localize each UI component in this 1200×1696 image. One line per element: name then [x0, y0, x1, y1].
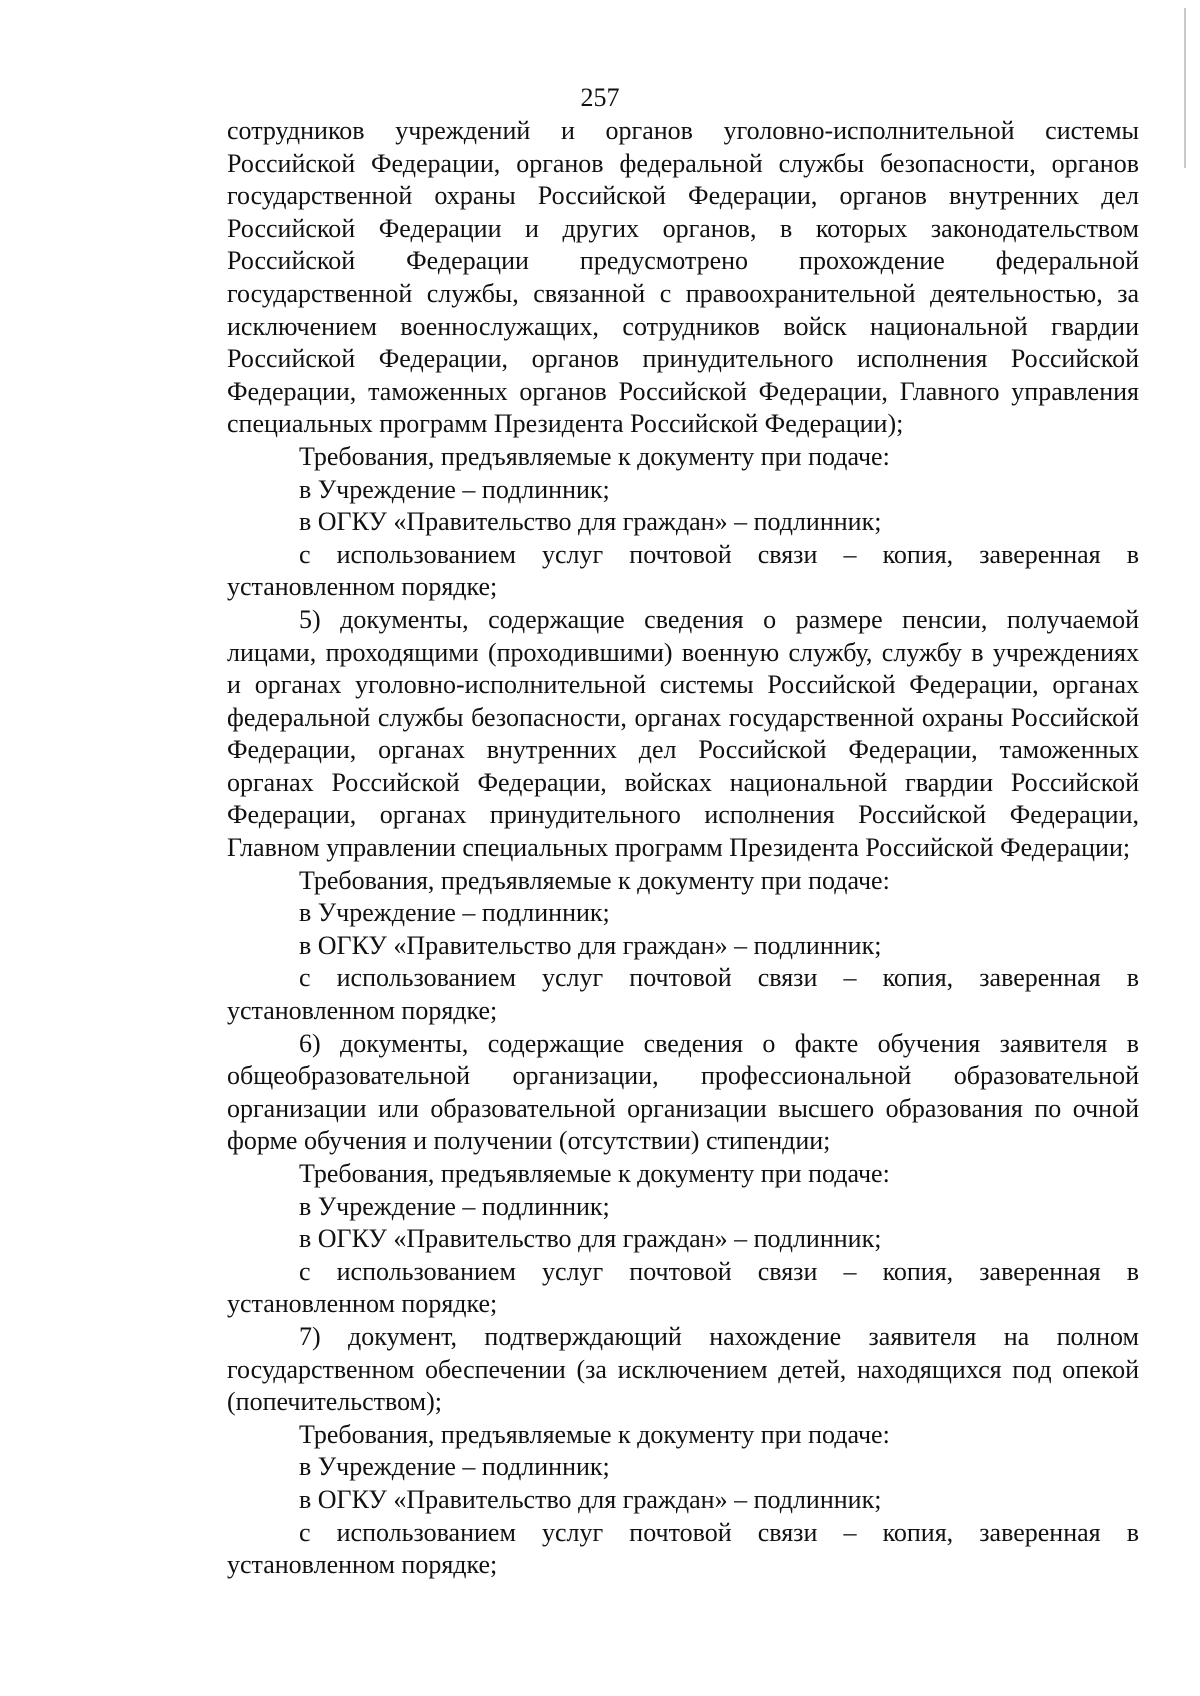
requirement-item: в Учреждение – подлинник; [299, 898, 610, 928]
requirement-item: в ОГКУ «Правительство для граждан» – подлинник; [299, 507, 882, 537]
requirement-item: в ОГКУ «Правительство для граждан» – подлинник; [299, 1224, 882, 1254]
document-item-7: 7) документ, подтверждающий нахождение заявителя на полном государственном обеспечении (за исключением детей, находящихся под опекой (попечительством); [227, 1321, 1139, 1417]
document-body [227, 115, 1139, 1582]
requirements-heading: Требования, предъявляемые к документу при подаче: [299, 865, 890, 895]
requirement-item: в Учреждение – подлинник; [299, 1191, 610, 1221]
requirement-item: в ОГКУ «Правительство для граждан» – подлинник; [299, 1484, 882, 1514]
paragraph-continuation: сотрудников учреждений и органов уголовно-исполнительной системы Российской Федерации, органов федеральной службы безопасности, органов государственной охраны Российской Федерации, органов внутренних дел Российской Федерации и других органов, в которых законодательством Российской Федерации предусмотрено прохождение федеральной государственной службы, связанной с правоохранительной деятельностью, за исключением военнослужащих, сотрудников войск национальной гвардии Российской Федерации, органов принудительного исполнения Российской Федерации, таможенных органов Российской Федерации, Главного управления специальных программ Президента Российской Федерации); [227, 116, 1139, 439]
requirement-item: в ОГКУ «Правительство для граждан» – подлинник; [299, 930, 882, 960]
page-number: 257 [580, 83, 620, 112]
requirements-heading: Требования, предъявляемые к документу при подаче: [299, 1419, 890, 1449]
requirement-item: с использованием услуг почтовой связи – копия, заверенная в установленном порядке; [227, 1256, 1139, 1319]
document-item-6: 6) документы, содержащие сведения о факте обучения заявителя в общеобразовательной организации, профессиональной образовательной организации или образовательной организации высшего образования по очной форме обучения и получении (отсутствии) стипендии; [227, 1028, 1139, 1156]
requirement-item: в Учреждение – подлинник; [299, 1452, 610, 1482]
requirement-item: с использованием услуг почтовой связи – копия, заверенная в установленном порядке; [227, 1517, 1139, 1580]
requirement-item: в Учреждение – подлинник; [299, 474, 610, 504]
requirements-heading: Требования, предъявляемые к документу при подаче: [299, 441, 890, 471]
document-item-5: 5) документы, содержащие сведения о размере пенсии, получаемой лицами, проходящими (проходившими) военную службу, службу в учреждениях и органах уголовно-исполнительной системы Российской Федерации, органах федеральной службы безопасности, органах государственной охраны Российской Федерации, органах внутренних дел Российской Федерации, таможенных органах Российской Федерации, войсках национальной гвардии Российской Федерации, органах принудительного исполнения Российской Федерации, Главном управлении специальных программ Президента Российской Федерации; [227, 604, 1139, 863]
requirement-item: с использованием услуг почтовой связи – копия, заверенная в установленном порядке; [227, 539, 1139, 602]
requirements-heading: Требования, предъявляемые к документу при подаче: [299, 1159, 890, 1188]
requirement-item: с использованием услуг почтовой связи – копия, заверенная в установленном порядке; [227, 963, 1139, 1026]
